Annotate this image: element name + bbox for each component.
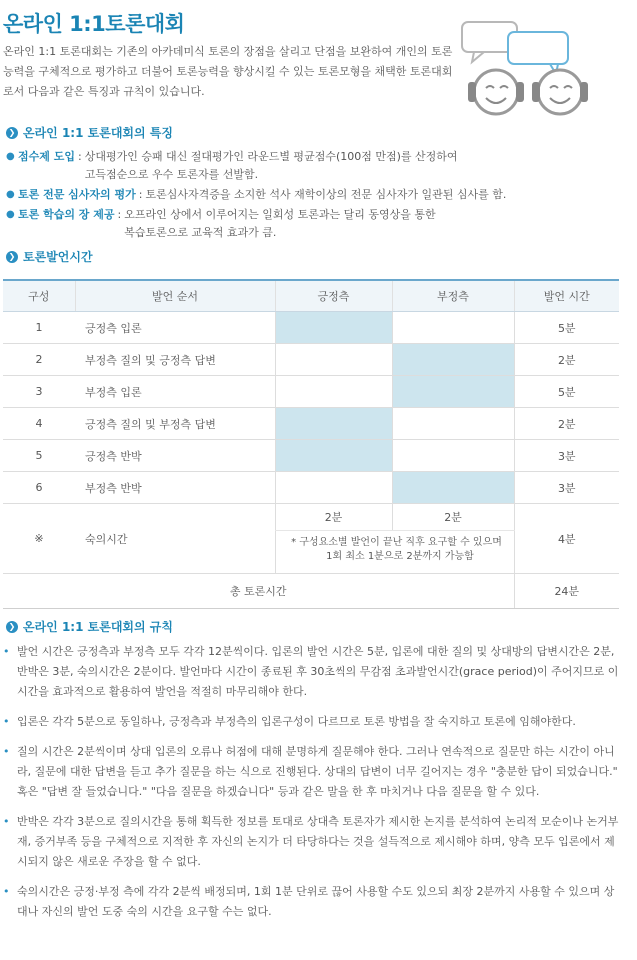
timing-heading: ❯ 토론발언시간 <box>6 248 93 265</box>
rule-item: • 발언 시간은 긍정측과 부정측 모두 각각 12분씩이다. 입론의 발언 시간은 5분, 입론에 대한 질의 및 상대방의 답변시간은 2분, 반박은 3분, 숙의시간은 2분이다. 발언마다 시간이 종료된 후 30초씩의 무감점 초과발언시간(grace period)이 주어지므로 이 시간을 효과적으로 활용하여 발언을 적절히 마무리해야 한다. <box>3 642 621 702</box>
features-list <box>6 148 626 244</box>
positive-side-cell <box>275 376 392 408</box>
bullet-icon: • <box>3 815 10 828</box>
positive-side-cell <box>275 440 392 472</box>
total-time: 24분 <box>514 574 619 609</box>
feature-item: ● 점수제 도입 : 상대평가인 승패 대신 절대평가인 라운드별 평균점수(100점 만점)를 산정하여 고득점순으로 우수 토론자를 선발함. <box>6 148 626 184</box>
table-row: 4 긍정측 질의 및 부정측 답변 2분 <box>3 408 619 440</box>
bullet-icon: ● <box>6 189 15 200</box>
negative-side-cell <box>392 408 514 440</box>
rule-item: • 질의 시간은 2분씩이며 상대 입론의 오류나 허점에 대해 분명하게 질문해야 한다. 그러나 연속적으로 질문만 하는 시간이 아니라, 질문에 대한 답변을 듣고 추가 질문을 하는 식으로 진행된다. 상대의 답변이 너무 길어지는 경우 "충분한 답이 되었습니다." 혹은 "답변 잘 들었습니다." "다음 질문을 하겠습니다" 등과 같은 말을 한 후 마치거나 다음 질문을 할 수 있다. <box>3 742 621 802</box>
negative-side-cell <box>392 312 514 344</box>
negative-side-cell <box>392 376 514 408</box>
positive-side-cell <box>275 344 392 376</box>
recess-positive: 2분 <box>275 504 392 531</box>
positive-side-cell <box>275 472 392 504</box>
col-header: 구성 <box>3 280 75 312</box>
negative-side-cell <box>392 472 514 504</box>
recess-note: * 구성요소별 발언이 끝난 직후 요구할 수 있으며 1회 최소 1분으로 2분까지 가능함 <box>275 531 514 574</box>
table-header-row <box>3 280 619 312</box>
positive-side-cell <box>275 312 392 344</box>
table-row: 5 긍정측 반박 3분 <box>3 440 619 472</box>
bullet-icon: • <box>3 645 10 658</box>
table-row: 1 긍정측 입론 5분 <box>3 312 619 344</box>
bullet-icon: ● <box>6 151 15 162</box>
rules-heading: ❯ 온라인 1:1 토론대회의 규칙 <box>6 618 173 635</box>
recess-time: 4분 <box>514 504 619 574</box>
positive-side-cell <box>275 408 392 440</box>
bullet-icon: • <box>3 885 10 898</box>
feature-item: ● 토론 전문 심사자의 평가 : 토론심사자격증을 소지한 석사 재학이상의 전문 심사자가 일관된 심사를 함. <box>6 186 626 204</box>
bullet-icon: • <box>3 715 10 728</box>
col-header: 발언 시간 <box>514 280 619 312</box>
arrow-bullet-icon: ❯ <box>6 621 18 633</box>
bullet-icon: • <box>3 745 10 758</box>
table-row: 3 부정측 입론 5분 <box>3 376 619 408</box>
debate-mascot-illustration <box>460 20 605 118</box>
rule-item: • 입론은 각각 5분으로 동일하나, 긍정측과 부정측의 입론구성이 다르므로 토론 방법을 잘 숙지하고 토론에 임해야한다. <box>3 712 621 732</box>
total-row <box>3 574 619 609</box>
bullet-icon: ● <box>6 209 15 220</box>
col-header: 긍정측 <box>275 280 392 312</box>
page-title: 온라인 1:1토론대회 <box>3 12 185 36</box>
table-row: 2 부정측 질의 및 긍정측 답변 2분 <box>3 344 619 376</box>
recess-mark: ※ <box>3 504 75 574</box>
rules-list <box>3 642 621 922</box>
negative-side-cell <box>392 344 514 376</box>
rule-item: • 숙의시간은 긍정·부정 측에 각각 2분씩 배정되며, 1회 1분 단위로 끊어 사용할 수도 있으되 최장 2분까지 사용할 수 있으며 상대나 자신의 발언 도중 숙의 시간을 요구할 수는 없다. <box>3 882 621 922</box>
features-heading: ❯ 온라인 1:1 토론대회의 특징 <box>6 124 173 141</box>
table-row: 6 부정측 반박 3분 <box>3 472 619 504</box>
arrow-bullet-icon: ❯ <box>6 127 18 139</box>
feature-item: ● 토론 학습의 장 제공 : 오프라인 상에서 이루어지는 일회성 토론과는 달리 동영상을 통한 복습토론으로 교육적 효과가 큼. <box>6 206 626 242</box>
arrow-bullet-icon: ❯ <box>6 251 18 263</box>
total-label: 총 토론시간 <box>3 574 514 609</box>
intro-text: 온라인 1:1 토론대회는 기존의 아카데미식 토론의 장점을 살리고 단점을 보완하여 개인의 토론능력을 구체적으로 평가하고 더불어 토론능력을 향상시킬 수 있는 토론모형을 채택한 토론대회로서 다음과 같은 특징과 규칙이 있습니다. <box>3 45 453 98</box>
col-header: 부정측 <box>392 280 514 312</box>
col-header: 발언 순서 <box>75 280 275 312</box>
speech-time-table <box>3 279 619 609</box>
recess-negative: 2분 <box>392 504 514 531</box>
negative-side-cell <box>392 440 514 472</box>
rule-item: • 반박은 각각 3분으로 질의시간을 통해 획득한 정보를 토대로 상대측 토론자가 제시한 논지를 분석하여 논리적 모순이나 논거부재, 증거부족 등을 구체적으로 지적한 후 자신의 논지가 더 타당하다는 것을 설득적으로 제시해야 하며, 양측 모두 입론에서 제시되지 않은 새로운 주장을 할 수 없다. <box>3 812 621 872</box>
recess-row <box>3 504 619 531</box>
recess-label: 숙의시간 <box>75 504 275 574</box>
